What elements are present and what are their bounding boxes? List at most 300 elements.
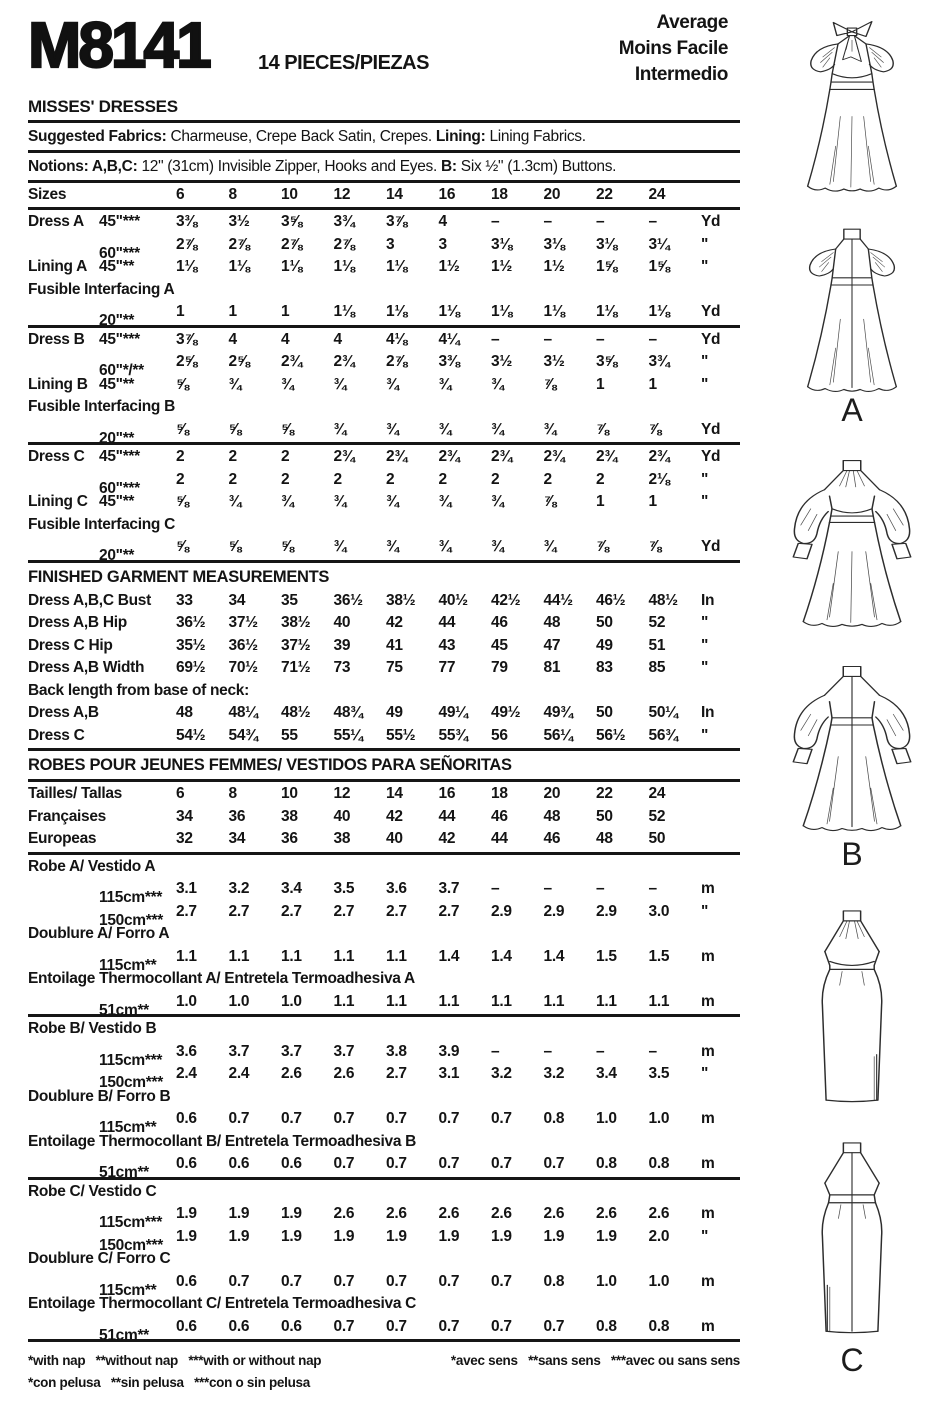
- size-value: 3.9: [438, 1042, 460, 1060]
- size-value: 1.0: [596, 1272, 617, 1290]
- unit-label: m: [701, 1110, 715, 1128]
- unit-label: m: [701, 992, 715, 1010]
- size-value: 3¾: [648, 353, 670, 371]
- size-value: 4: [228, 330, 237, 348]
- size-value: 1.1: [386, 992, 407, 1010]
- fabric-width-label: 45"***: [99, 213, 140, 231]
- size-value: 55¾: [438, 726, 468, 744]
- unit-label: ": [701, 636, 709, 654]
- size-value: 3⅞: [386, 213, 407, 231]
- size-value: ¾: [386, 420, 399, 438]
- fabric-width-label: 45"**: [99, 258, 135, 276]
- size-value: 71½: [281, 659, 311, 677]
- size-value: 3.4: [281, 880, 302, 898]
- size-value: 42: [386, 614, 403, 632]
- size-value: 0.7: [543, 1155, 565, 1173]
- unit-label: ": [701, 902, 709, 920]
- size-value: 42: [438, 830, 456, 848]
- size-value: ¾: [491, 538, 504, 556]
- footnote-french: *avec sens **sans sens ***avec ou sans sens: [450, 1353, 740, 1368]
- size-value: –: [543, 1042, 552, 1060]
- fabric-width-label: 51cm**: [99, 1164, 149, 1182]
- unit-label: ": [701, 659, 709, 677]
- fabric-width-label: 150cm***: [99, 1236, 163, 1254]
- size-value: 14: [386, 186, 403, 203]
- size-value: 0.6: [228, 1317, 250, 1335]
- size-value: ¾: [281, 493, 294, 511]
- size-value: 16: [438, 186, 456, 203]
- fabric-width-label: 45"**: [99, 493, 135, 511]
- size-value: 4: [333, 330, 342, 348]
- table-row: [28, 234, 740, 262]
- size-value: 0.7: [228, 1272, 250, 1290]
- size-value: 2⅞: [386, 353, 407, 371]
- table-row: [28, 1203, 740, 1232]
- size-value: 1.9: [438, 1227, 460, 1245]
- table-row: [28, 351, 740, 380]
- table-span-label: Doublure C/ Forro C: [28, 1250, 171, 1267]
- size-value: ¾: [333, 375, 347, 393]
- size-value: 22: [596, 186, 613, 203]
- size-value: 2: [543, 470, 552, 488]
- size-value: 0.6: [281, 1155, 302, 1173]
- size-value: 77: [438, 659, 456, 677]
- notions-b-label: B:: [441, 158, 457, 175]
- table-span-label: Fusible Interfacing C: [28, 515, 175, 533]
- size-value: 50¼: [648, 704, 678, 722]
- size-value: 2⅞: [228, 235, 250, 253]
- fabric-width-label: 115cm***: [99, 1214, 163, 1232]
- size-value: 0.7: [543, 1317, 565, 1335]
- size-value: 1.1: [491, 992, 512, 1010]
- size-value: 0.7: [491, 1317, 512, 1335]
- divider: [28, 120, 740, 123]
- size-value: 0.7: [491, 1272, 512, 1290]
- size-value: –: [648, 880, 657, 898]
- size-value: 2.7: [228, 902, 250, 920]
- unit-label: m: [701, 1205, 715, 1223]
- size-value: 1⅛: [438, 303, 460, 321]
- size-value: 8: [228, 186, 237, 203]
- table-span-label: Doublure A/ Forro A: [28, 925, 170, 942]
- size-value: 56¾: [648, 726, 678, 744]
- size-value: 1.1: [543, 992, 565, 1010]
- unit-label: Yd: [701, 303, 721, 321]
- row-label: Françaises: [28, 807, 106, 825]
- yardage-table: [28, 184, 740, 1342]
- row-label: Sizes: [28, 186, 67, 203]
- size-value: 2¾: [648, 448, 670, 466]
- size-value: 2.9: [543, 902, 565, 920]
- size-value: 0.7: [386, 1110, 407, 1128]
- size-value: 54¾: [228, 726, 258, 744]
- size-value: 1: [596, 493, 605, 511]
- size-value: 46½: [596, 591, 626, 609]
- table-row: [28, 612, 740, 635]
- size-value: 14: [386, 785, 403, 803]
- size-value: ⅞: [648, 420, 662, 438]
- divider: [28, 748, 740, 751]
- size-value: 42½: [491, 591, 521, 609]
- row-label: Europeas: [28, 830, 97, 848]
- size-value: 2⅝: [176, 353, 197, 371]
- table-row: [28, 469, 740, 497]
- size-value: 1.1: [386, 947, 407, 965]
- size-value: 2: [281, 448, 290, 466]
- size-value: 36½: [176, 614, 206, 632]
- row-label: Dress A,B: [28, 704, 99, 722]
- size-value: 3½: [491, 353, 512, 371]
- size-value: 1⅛: [491, 303, 512, 321]
- size-value: 0.6: [176, 1110, 197, 1128]
- size-value: 2: [386, 470, 395, 488]
- fabrics-label: Suggested Fabrics:: [28, 128, 167, 145]
- size-value: 46: [543, 830, 561, 848]
- size-value: 44: [491, 830, 508, 848]
- size-value: ⅝: [228, 420, 242, 438]
- size-value: 3⅞: [176, 330, 197, 348]
- size-value: –: [491, 1042, 500, 1060]
- table-row: [28, 878, 740, 907]
- unit-label: ": [701, 375, 709, 393]
- size-value: 0.7: [333, 1272, 355, 1290]
- fabric-width-label: 150cm***: [99, 911, 163, 929]
- size-value: 75: [386, 659, 403, 677]
- size-value: 1.0: [648, 1110, 670, 1128]
- size-value: 2.4: [176, 1065, 197, 1083]
- size-value: 55: [281, 726, 298, 744]
- divider: [28, 779, 740, 782]
- table-row: [28, 1316, 740, 1344]
- size-value: –: [543, 213, 552, 231]
- size-value: 81: [543, 659, 561, 677]
- size-value: 51: [648, 636, 666, 654]
- dress-c-back-illustration: [778, 1138, 926, 1344]
- size-value: ⅝: [176, 420, 189, 438]
- unit-label: Yd: [701, 213, 721, 231]
- page-title: MISSES' DRESSES: [28, 97, 178, 116]
- unit-label: m: [701, 947, 715, 965]
- unit-label: ": [701, 258, 709, 276]
- footnote-spanish: *con pelusa **sin pelusa ***con o sin pelusa: [28, 1375, 310, 1390]
- size-value: 2.9: [596, 902, 617, 920]
- size-value: ¾: [228, 493, 242, 511]
- size-value: 2: [333, 470, 342, 488]
- size-value: 2: [491, 470, 500, 488]
- dress-a-back-illustration: [782, 222, 922, 402]
- size-value: 52: [648, 807, 666, 825]
- unit-label: Yd: [701, 538, 721, 556]
- size-value: 40: [386, 830, 403, 848]
- size-value: 0.7: [438, 1317, 460, 1335]
- size-value: –: [491, 213, 500, 231]
- size-value: 10: [281, 785, 298, 803]
- size-value: 73: [333, 659, 351, 677]
- size-value: 3¼: [648, 235, 670, 253]
- table-row: [28, 1153, 740, 1182]
- unit-label: ": [701, 1065, 709, 1083]
- size-value: 1.9: [596, 1227, 617, 1245]
- size-value: 2¾: [438, 448, 460, 466]
- size-value: 3.8: [386, 1042, 407, 1060]
- size-value: 70½: [228, 659, 258, 677]
- size-value: 40½: [438, 591, 468, 609]
- size-value: –: [491, 880, 500, 898]
- size-value: –: [596, 880, 605, 898]
- row-label: Dress A,B Width: [28, 659, 145, 677]
- size-value: 24: [648, 186, 666, 203]
- size-value: 1.4: [491, 947, 512, 965]
- size-value: 48½: [648, 591, 678, 609]
- size-value: ⅝: [176, 538, 189, 556]
- size-value: 1⅝: [596, 258, 617, 276]
- size-value: 1.9: [491, 1227, 512, 1245]
- size-value: 0.8: [543, 1272, 565, 1290]
- size-value: 1: [648, 493, 657, 511]
- size-value: 3: [386, 235, 395, 253]
- size-value: 3⅛: [596, 235, 617, 253]
- fabric-width-label: 60"***: [99, 479, 140, 497]
- table-section-heading: FINISHED GARMENT MEASUREMENTS: [28, 567, 330, 586]
- size-value: 0.7: [386, 1155, 407, 1173]
- size-value: 38½: [281, 614, 311, 632]
- view-b-label: B: [841, 836, 863, 872]
- size-value: 2⅝: [228, 353, 250, 371]
- size-value: 8: [228, 785, 237, 803]
- size-value: ⅝: [281, 420, 294, 438]
- fabric-width-label: 115cm**: [99, 1119, 157, 1137]
- size-value: 55¼: [333, 726, 363, 744]
- size-value: 2⅞: [176, 235, 197, 253]
- unit-label: Yd: [701, 420, 721, 438]
- unit-label: ": [701, 1227, 709, 1245]
- footnote-row-2: [28, 1372, 740, 1394]
- size-value: –: [648, 1042, 657, 1060]
- table-row: [28, 301, 740, 330]
- size-value: 2.7: [438, 902, 460, 920]
- size-value: 50: [648, 830, 666, 848]
- size-value: 1½: [438, 258, 460, 276]
- size-value: 1.1: [596, 992, 617, 1010]
- size-value: 1⅛: [333, 258, 355, 276]
- size-value: 0.7: [333, 1155, 355, 1173]
- size-value: 2.6: [281, 1065, 302, 1083]
- size-value: 6: [176, 785, 185, 803]
- size-value: 1.9: [333, 1227, 355, 1245]
- size-value: 46: [491, 807, 508, 825]
- size-value: 3⅜: [176, 213, 197, 231]
- size-value: 24: [648, 785, 666, 803]
- size-value: 2⅞: [281, 235, 302, 253]
- row-label: Tailles/ Tallas: [28, 785, 123, 803]
- size-value: 2.6: [491, 1205, 512, 1223]
- table-section-heading: ROBES POUR JEUNES FEMMES/ VESTIDOS PARA SEÑORITAS: [28, 756, 512, 774]
- table-row: [28, 991, 740, 1019]
- size-value: 2.6: [333, 1205, 355, 1223]
- size-value: 2.6: [438, 1205, 460, 1223]
- size-value: 3.1: [176, 880, 197, 898]
- size-value: 12: [333, 785, 351, 803]
- size-value: 1.0: [281, 992, 302, 1010]
- size-value: 3½: [543, 353, 565, 371]
- lining-label: Lining:: [435, 128, 486, 145]
- size-value: 2⅞: [333, 235, 355, 253]
- pieces-count: 14 PIECES/PIEZAS: [258, 52, 429, 74]
- size-value: 0.7: [333, 1110, 355, 1128]
- size-value: –: [543, 880, 552, 898]
- size-value: 0.7: [438, 1272, 460, 1290]
- size-value: ¾: [386, 375, 399, 393]
- size-value: 2: [228, 470, 237, 488]
- fabric-width-label: 115cm**: [99, 1281, 157, 1299]
- divider: [28, 560, 740, 563]
- size-value: 1.0: [176, 992, 197, 1010]
- size-value: 50: [596, 807, 613, 825]
- unit-label: m: [701, 1272, 715, 1290]
- table-row: [28, 374, 740, 397]
- size-value: 36: [228, 807, 246, 825]
- table-span-label: Fusible Interfacing B: [28, 398, 175, 415]
- size-value: 0.6: [176, 1272, 197, 1290]
- size-value: 1: [596, 375, 605, 393]
- table-row: [28, 702, 740, 725]
- size-value: 2: [281, 470, 290, 488]
- row-label: Dress A,B Hip: [28, 614, 127, 632]
- size-value: 1.0: [228, 992, 250, 1010]
- size-value: 2.6: [596, 1205, 617, 1223]
- table-row: [28, 329, 740, 352]
- size-value: ¾: [438, 420, 452, 438]
- fabric-width-label: 45"***: [99, 330, 140, 348]
- table-row: [28, 211, 740, 234]
- size-value: 56½: [596, 726, 626, 744]
- size-value: 1.5: [596, 947, 617, 965]
- table-span-label: Robe B/ Vestido B: [28, 1020, 157, 1037]
- size-value: ¾: [386, 493, 399, 511]
- unit-label: In: [701, 591, 715, 609]
- size-value: 36½: [333, 591, 363, 609]
- table-row: [28, 446, 740, 469]
- size-value: 2¾: [333, 448, 355, 466]
- size-value: 1.9: [228, 1227, 250, 1245]
- size-value: 48½: [281, 704, 311, 722]
- size-value: –: [543, 330, 552, 348]
- size-value: ¾: [333, 538, 347, 556]
- size-value: 0.8: [596, 1155, 617, 1173]
- suggested-fabrics-line: [28, 124, 740, 149]
- size-value: 39: [333, 636, 351, 654]
- size-value: 2.6: [386, 1205, 407, 1223]
- size-value: 1⅝: [648, 258, 670, 276]
- size-value: 2.7: [176, 902, 197, 920]
- row-label: Dress C 45"***: [28, 448, 140, 466]
- difficulty-spanish: Intermedio: [634, 64, 728, 85]
- size-value: 0.8: [596, 1317, 617, 1335]
- table-span-label: Entoilage Thermocollant A/ Entretela Termoadhesiva A: [28, 970, 415, 987]
- size-value: 1½: [491, 258, 512, 276]
- size-value: 3⅝: [281, 213, 302, 231]
- size-value: ⅞: [596, 420, 609, 438]
- size-value: ¾: [228, 375, 242, 393]
- size-value: 3¾: [333, 213, 355, 231]
- size-value: 2¾: [491, 448, 512, 466]
- size-value: 37½: [228, 614, 258, 632]
- table-span-label: Entoilage Thermocollant C/ Entretela Termoadhesiva C: [28, 1295, 417, 1312]
- size-value: 1⅛: [176, 258, 197, 276]
- size-value: ⅞: [543, 375, 557, 393]
- size-value: 83: [596, 659, 613, 677]
- size-value: 2¾: [386, 448, 407, 466]
- unit-label: ": [701, 470, 709, 488]
- size-value: 40: [333, 614, 351, 632]
- size-value: ¾: [333, 493, 347, 511]
- table-row: [28, 783, 740, 806]
- unit-label: ": [701, 353, 709, 371]
- size-value: 50: [596, 704, 613, 722]
- table-row: [28, 590, 740, 613]
- size-value: 1.0: [648, 1272, 670, 1290]
- divider: [28, 207, 740, 210]
- size-value: 1.4: [543, 947, 565, 965]
- size-value: ¾: [438, 493, 452, 511]
- size-value: 16: [438, 785, 456, 803]
- table-span-label: Robe A/ Vestido A: [28, 857, 156, 875]
- size-value: ⅞: [543, 493, 557, 511]
- size-value: 44: [438, 614, 456, 632]
- size-value: 3⅛: [491, 235, 512, 253]
- unit-label: ": [701, 235, 709, 253]
- size-value: ⅞: [648, 538, 662, 556]
- size-value: 6: [176, 186, 185, 203]
- unit-label: m: [701, 1317, 715, 1335]
- size-value: 20: [543, 186, 561, 203]
- table-span-label: Fusible Interfacing A: [28, 280, 175, 298]
- size-value: 22: [596, 785, 613, 803]
- unit-label: Yd: [701, 330, 721, 348]
- size-value: 2¾: [281, 353, 302, 371]
- size-value: 1.1: [176, 947, 197, 965]
- row-label: Dress A,B,C Bust: [28, 591, 151, 609]
- size-value: ¾: [386, 538, 399, 556]
- size-value: 1.4: [438, 947, 460, 965]
- size-value: 3.6: [386, 880, 407, 898]
- size-value: 34: [228, 591, 246, 609]
- table-row: [28, 419, 740, 447]
- size-value: 0.7: [491, 1155, 512, 1173]
- table-row: [28, 491, 740, 514]
- size-value: 45: [491, 636, 508, 654]
- fabric-width-label: 60"*/**: [99, 362, 144, 380]
- size-value: ⅝: [281, 538, 294, 556]
- size-value: 48: [543, 614, 561, 632]
- size-value: 3.2: [228, 880, 250, 898]
- size-value: 3½: [228, 213, 250, 231]
- size-value: 1: [648, 375, 657, 393]
- fabric-width-label: 20"**: [99, 312, 135, 330]
- size-value: 33: [176, 591, 193, 609]
- row-label: Dress C Hip: [28, 636, 113, 654]
- table-row: [28, 635, 740, 658]
- size-value: 2.7: [333, 902, 355, 920]
- size-value: 4: [281, 330, 290, 348]
- divider: [28, 442, 740, 445]
- size-value: 3.4: [596, 1065, 617, 1083]
- lining-text: Lining Fabrics.: [485, 128, 586, 145]
- size-value: 20: [543, 785, 561, 803]
- notions-label: Notions: A,B,C:: [28, 158, 138, 175]
- size-value: 0.7: [386, 1317, 407, 1335]
- size-value: 1⅛: [648, 303, 670, 321]
